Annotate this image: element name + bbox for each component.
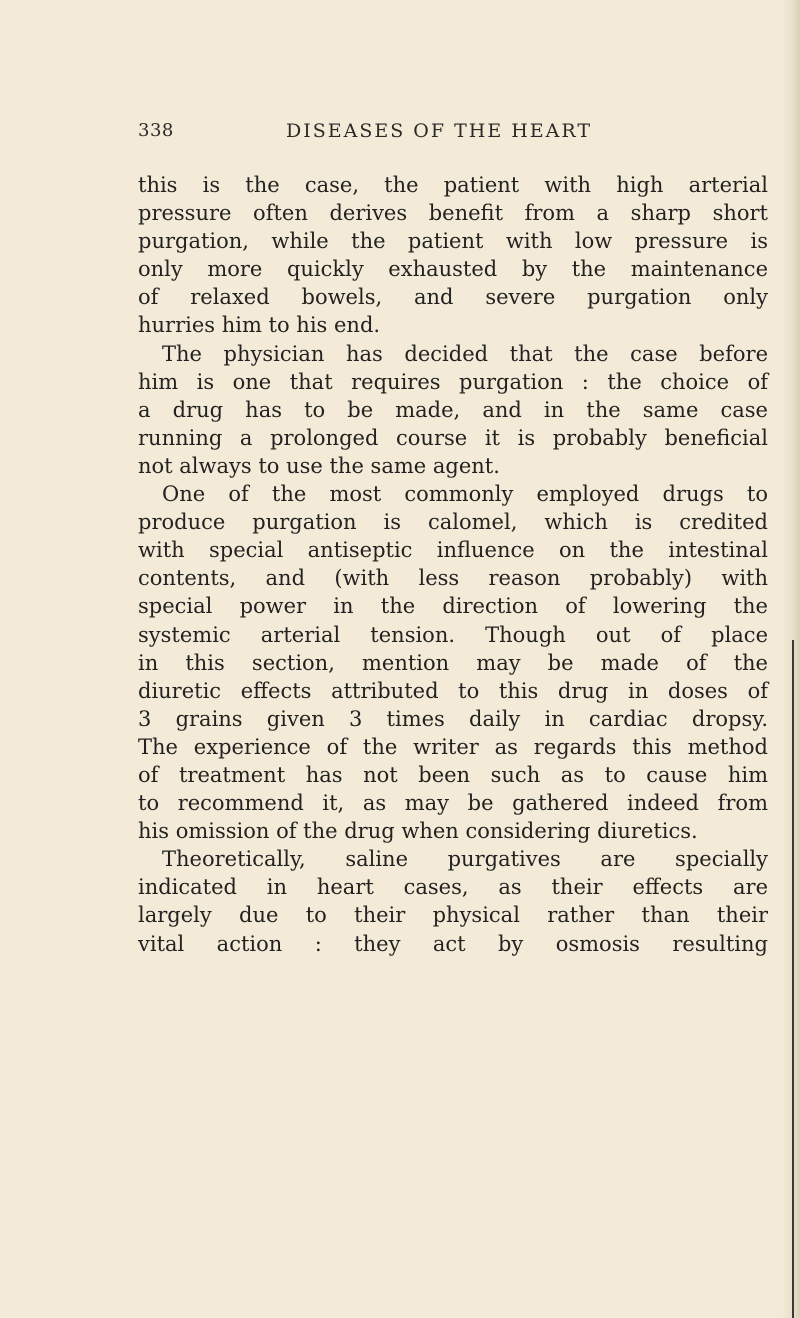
- text-line: in this section, mention may be made of the: [138, 650, 768, 675]
- text-line: special power in the direction of lowering the: [138, 594, 768, 619]
- text-line: largely due to their physical rather than their: [138, 903, 768, 928]
- text-line: produce purgation is calomel, which is credited: [138, 510, 768, 535]
- text-line: only more quickly exhausted by the maintenance: [138, 257, 768, 282]
- text-line: hurries him to his end.: [138, 313, 381, 338]
- text-line: pressure often derives benefit from a sharp short: [138, 201, 768, 226]
- text-line: The physician has decided that the case before: [162, 341, 768, 366]
- text-line: One of the most commonly employed drugs to: [162, 482, 768, 507]
- text-line: this is the case, the patient with high arterial: [138, 173, 768, 197]
- page-header: [138, 120, 768, 150]
- text-line: him is one that requires purgation : the choice of: [138, 369, 768, 394]
- running-title: DISEASES OF THE HEART: [286, 120, 593, 142]
- text-line: of relaxed bowels, and severe purgation only: [138, 285, 768, 310]
- text-line: of treatment has not been such as to cause him: [138, 762, 768, 787]
- page-edge-line: [792, 640, 794, 1318]
- text-line: Theoretically, saline purgatives are specially: [162, 847, 768, 872]
- text-line: his omission of the drug when considering diuretics.: [138, 819, 698, 844]
- text-line: purgation, while the patient with low pressure is: [138, 229, 768, 254]
- text-line: indicated in heart cases, as their effects are: [138, 875, 768, 900]
- text-line: to recommend it, as may be gathered indeed from: [138, 791, 768, 816]
- text-line: running a prolonged course it is probably beneficial: [138, 425, 768, 450]
- text-line: The experience of the writer as regards this method: [138, 734, 768, 759]
- page-number: 338: [138, 120, 174, 141]
- text-line: vital action : they act by osmosis resulting: [138, 931, 768, 956]
- page-edge-shadow: [782, 0, 800, 1318]
- text-line: contents, and (with less reason probably) with: [138, 566, 768, 591]
- body-text: [138, 171, 768, 958]
- text-line: 3 grains given 3 times daily in cardiac dropsy.: [138, 706, 768, 731]
- text-line: diuretic effects attributed to this drug in doses of: [138, 678, 768, 703]
- text-line: a drug has to be made, and in the same case: [138, 397, 768, 422]
- text-line: systemic arterial tension. Though out of place: [138, 622, 768, 647]
- text-line: not always to use the same agent.: [138, 453, 500, 478]
- text-line: with special antiseptic influence on the intestinal: [138, 538, 768, 563]
